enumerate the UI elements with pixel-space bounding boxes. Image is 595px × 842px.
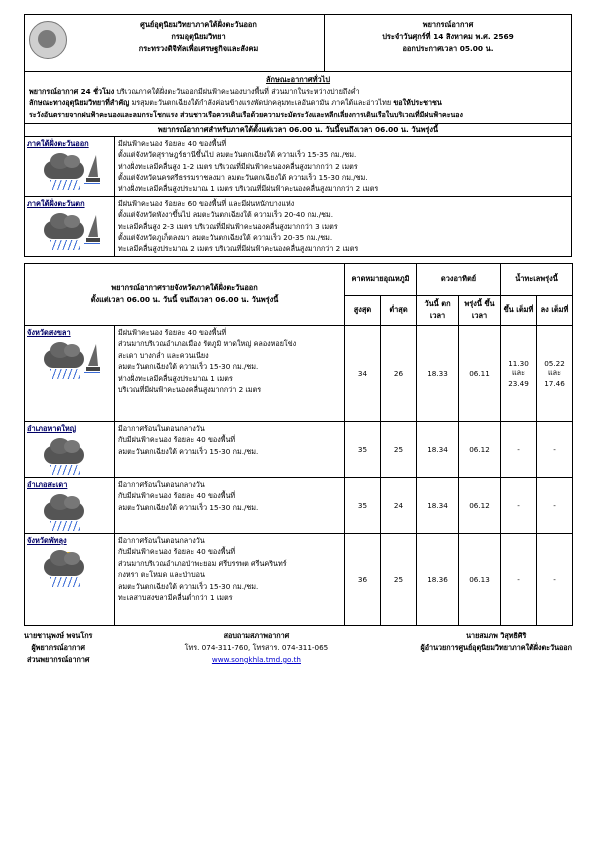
col-high-header: ขึ้น เต็มที่ bbox=[501, 295, 537, 325]
high-tide-1: 11.30 bbox=[508, 358, 529, 368]
region-line: มีฝนฟ้าคะนอง ร้อยละ 40 ของพื้นที่ bbox=[118, 138, 227, 148]
issue-info bbox=[325, 15, 572, 72]
thunderstorm-cloud-icon bbox=[40, 494, 100, 524]
province-cell bbox=[25, 533, 115, 625]
forecast-document bbox=[24, 14, 572, 666]
col-sunrise-header: พรุ่งนี้ ขึ้นเวลา bbox=[459, 295, 501, 325]
high-tide bbox=[501, 325, 537, 421]
low-tide: - bbox=[537, 421, 573, 477]
org-header bbox=[25, 15, 325, 72]
province-label: จังหวัดพัทลุง bbox=[27, 535, 67, 545]
thunderstorm-cloud-icon bbox=[40, 213, 100, 253]
region-line: ตั้งแต่จังหวัดพังงาขึ้นไป ลมตะวันตกเฉียงใต้ ความเร็ว 20-40 กม./ชม. bbox=[118, 210, 334, 220]
high-tide: - bbox=[501, 533, 537, 625]
website-link[interactable]: www.songkhla.tmd.go.th bbox=[211, 654, 301, 664]
province-line: มีอากาศร้อนในตอนกลางวัน bbox=[118, 479, 205, 489]
province-line: มีอากาศร้อนในตอนกลางวัน bbox=[118, 423, 205, 433]
contact-title: สอบถามสภาพอากาศ bbox=[223, 630, 290, 640]
sunset-time: 18.34 bbox=[417, 421, 459, 477]
low-tide: - bbox=[537, 477, 573, 533]
sunrise-time: 06.11 bbox=[459, 325, 501, 421]
region-line: ทะเลมีคลื่นสูงประมาณ 2 เมตร บริเวณที่มีฝนฟ้าคะนองคลื่นสูงมากกว่า 2 เมตร bbox=[118, 244, 359, 254]
department-name: กรมอุตุนิยมวิทยา bbox=[171, 32, 226, 41]
tmd-seal-logo bbox=[29, 21, 67, 59]
min-temp: 25 bbox=[381, 421, 417, 477]
col-max-header: สูงสุด bbox=[345, 295, 381, 325]
general-p2-bold2: ขอให้ประชาชน bbox=[393, 98, 442, 108]
low-tide-2: 17.46 bbox=[544, 378, 565, 388]
low-tide-1: 05.22 bbox=[544, 358, 565, 368]
region-line: ตั้งแต่จังหวัดนครศรีธรรมราชลงมา ลมตะวันตกเฉียงใต้ ความเร็ว 15-30 กม./ชม. bbox=[118, 173, 368, 183]
province-row-sadao bbox=[25, 477, 573, 533]
forecaster-block bbox=[24, 630, 92, 666]
issue-date: ประจำวันศุกร์ที่ 14 สิงหาคม พ.ศ. 2569 bbox=[382, 32, 514, 41]
sunset-time: 18.36 bbox=[417, 533, 459, 625]
province-line: กับมีฝนฟ้าคะนอง ร้อยละ 40 ของพื้นที่ bbox=[118, 435, 236, 445]
region-row-west bbox=[25, 196, 572, 256]
region-desc-east bbox=[115, 136, 572, 196]
high-tide: - bbox=[501, 477, 537, 533]
forecast-title: พยากรณ์อากาศ bbox=[422, 20, 474, 29]
max-temp: 35 bbox=[345, 477, 381, 533]
sailboat-icon bbox=[88, 344, 98, 366]
province-line: ส่วนมากบริเวณอำเภอป่าพะยอม ศรีบรรพต ศรีนครินทร์ bbox=[118, 558, 287, 568]
sunrise-time: 06.13 bbox=[459, 533, 501, 625]
col-sunset-header: วันนี้ ตกเวลา bbox=[417, 295, 459, 325]
thunderstorm-cloud-icon bbox=[40, 342, 100, 382]
region-line: ห่างฝั่งทะเลมีคลื่นสูงประมาณ 1 เมตร บริเวณที่มีฝนฟ้าคะนองคลื่นสูงมากกว่า 2 เมตร bbox=[118, 184, 379, 194]
max-temp: 36 bbox=[345, 533, 381, 625]
province-title-line1: พยากรณ์อากาศรายจังหวัดภาคใต้ฝั่งตะวันออก bbox=[111, 283, 258, 293]
thunderstorm-cloud-icon bbox=[40, 153, 100, 193]
province-label: อำเภอสะเดา bbox=[27, 479, 68, 489]
sunset-time: 18.34 bbox=[417, 477, 459, 533]
sunset-time: 18.33 bbox=[417, 325, 459, 421]
region-label-west: ภาคใต้ฝั่งตะวันตก bbox=[27, 198, 85, 208]
province-cell bbox=[25, 325, 115, 421]
forecaster-unit: ส่วนพยากรณ์อากาศ bbox=[26, 654, 90, 664]
high-tide: - bbox=[501, 421, 537, 477]
province-title-line2: ตั้งแต่เวลา 06.00 น. วันนี้ จนถึงเวลา 06.00 น. วันพรุ่งนี้ bbox=[90, 295, 279, 305]
region-desc-west bbox=[115, 196, 572, 256]
director-role: ผู้อำนวยการศูนย์อุตุนิยมวิทยาภาคใต้ฝั่งตะวันออก bbox=[420, 642, 572, 652]
province-desc bbox=[115, 325, 345, 421]
sunrise-time: 06.12 bbox=[459, 477, 501, 533]
province-line: กงหรา ตะโหมด และป่าบอน bbox=[118, 570, 205, 580]
region-row-east bbox=[25, 136, 572, 196]
general-p3: ระวังอันตรายจากฝนฟ้าคะนองและลมกระโชกแรง ส่วนชาวเรือควรเดินเรือด้วยความระมัดระวังและหลีกเลี่ยงการเดินเรือในบริเวณที่มีฝนฟ้าคะนอง bbox=[29, 110, 463, 119]
general-p2-bold: ลักษณะทางอุตุนิยมวิทยาที่สำคัญ bbox=[29, 98, 130, 108]
thunderstorm-cloud-icon bbox=[40, 438, 100, 468]
province-line: ลมตะวันตกเฉียงใต้ ความเร็ว 15-30 กม./ชม. bbox=[118, 502, 259, 512]
province-label: อำเภอหาดใหญ่ bbox=[27, 423, 77, 433]
sailboat-icon bbox=[88, 215, 98, 237]
issue-time: ออกประกาศเวลา 05.00 น. bbox=[402, 44, 494, 53]
province-table-title bbox=[25, 263, 345, 325]
general-p2-text: มรสุมตะวันตกเฉียงใต้กำลังค่อนข้างแรงพัดปกคลุมทะเลอันดามัน ภาคใต้และอ่าวไทย bbox=[129, 98, 394, 108]
general-weather bbox=[24, 72, 572, 124]
min-temp: 24 bbox=[381, 477, 417, 533]
min-temp: 25 bbox=[381, 533, 417, 625]
province-desc bbox=[115, 421, 345, 477]
sunrise-time: 06.12 bbox=[459, 421, 501, 477]
province-line: ลมตะวันตกเฉียงใต้ ความเร็ว 15-30 กม./ชม. bbox=[118, 362, 259, 372]
province-line: มีอากาศร้อนในตอนกลางวัน bbox=[118, 535, 205, 545]
province-row-songkhla bbox=[25, 325, 573, 421]
province-row-phatthalung bbox=[25, 533, 573, 625]
regional-forecast bbox=[24, 124, 572, 257]
forecaster-role: ผู้พยากรณ์อากาศ bbox=[31, 642, 85, 652]
province-line: ลมตะวันตกเฉียงใต้ ความเร็ว 15-30 กม./ชม. bbox=[118, 446, 259, 456]
region-label-east: ภาคใต้ฝั่งตะวันออก bbox=[27, 138, 89, 148]
province-row-hatyai bbox=[25, 421, 573, 477]
province-cell bbox=[25, 421, 115, 477]
director-name: นายสมภพ วิสุทธิศิริ bbox=[466, 630, 527, 640]
province-forecast-table bbox=[24, 263, 573, 626]
province-cell bbox=[25, 477, 115, 533]
footer bbox=[24, 630, 572, 666]
region-cell-east bbox=[25, 136, 115, 196]
low-tide bbox=[537, 325, 573, 421]
province-label: จังหวัดสงขลา bbox=[27, 327, 71, 337]
general-p1-bold: พยากรณ์อากาศ 24 ชั่วโมง bbox=[29, 87, 115, 96]
region-line: มีฝนฟ้าคะนอง ร้อยละ 60 ของพื้นที่ และมีฝนหนักบางแห่ง bbox=[118, 198, 295, 208]
col-low-header: ลง เต็มที่ bbox=[537, 295, 573, 325]
col-sun-header: ดวงอาทิตย์ bbox=[417, 263, 501, 295]
province-line: กับมีฝนฟ้าคะนอง ร้อยละ 40 ของพื้นที่ bbox=[118, 547, 236, 557]
general-p2 bbox=[29, 97, 567, 108]
max-temp: 35 bbox=[345, 421, 381, 477]
col-min-header: ต่ำสุด bbox=[381, 295, 417, 325]
province-line: สะเดา บางกล่ำ และควนเนียง bbox=[118, 350, 209, 360]
region-line: ตั้งแต่จังหวัดภูเก็ตลงมา ลมตะวันตกเฉียงใต้ ความเร็ว 20-35 กม./ชม. bbox=[118, 233, 333, 243]
sailboat-icon bbox=[88, 155, 98, 177]
region-cell-west bbox=[25, 196, 115, 256]
general-title: ลักษณะอากาศทั่วไป bbox=[265, 75, 331, 84]
ministry-name: กระทรวงดิจิทัลเพื่อเศรษฐกิจและสังคม bbox=[138, 44, 259, 53]
contact-block bbox=[185, 630, 329, 666]
high-tide-2: 23.49 bbox=[508, 378, 529, 388]
col-tide-header: น้ำทะเลพรุ่งนี้ bbox=[501, 263, 573, 295]
regional-title: พยากรณ์อากาศสำหรับภาคใต้ตั้งแต่เวลา 06.00 น. วันนี้จนถึงเวลา 06.00 น. วันพรุ่งนี้ bbox=[25, 124, 572, 137]
low-tide: - bbox=[537, 533, 573, 625]
region-line: ห่างฝั่งทะเลมีคลื่นสูง 1-2 เมตร บริเวณที่มีฝนฟ้าคะนองคลื่นสูงมากกว่า 2 เมตร bbox=[118, 161, 358, 171]
general-p1-text: บริเวณภาคใต้ฝั่งตะวันออกมีฝนฟ้าคะนองบางพื้นที่ ส่วนมากในระหว่างบ่ายถึงค่ำ bbox=[114, 87, 360, 96]
col-temp-header: คาดหมายอุณหภูมิ bbox=[345, 263, 417, 295]
high-tide-and: และ bbox=[512, 367, 525, 377]
org-name: ศูนย์อุตุนิยมวิทยาภาคใต้ฝั่งตะวันออก bbox=[140, 20, 257, 29]
low-tide-and: และ bbox=[548, 367, 561, 377]
province-line: ทะเลสาบสงขลามีคลื่นต่ำกว่า 1 เมตร bbox=[118, 592, 233, 602]
province-desc bbox=[115, 477, 345, 533]
province-line: ห่างฝั่งทะเลมีคลื่นสูงประมาณ 1 เมตร bbox=[118, 373, 233, 383]
general-p1 bbox=[29, 86, 567, 97]
contact-phone: โทร. 074-311-760, โทรสาร. 074-311-065 bbox=[184, 642, 329, 652]
header-table bbox=[24, 14, 572, 72]
province-line: ส่วนมากบริเวณอำเภอเมือง รัตภูมิ หาดใหญ่ คลองหอยโข่ง bbox=[118, 339, 297, 349]
province-desc bbox=[115, 533, 345, 625]
thunderstorm-cloud-icon bbox=[40, 550, 100, 590]
max-temp: 34 bbox=[345, 325, 381, 421]
province-line: บริเวณที่มีฝนฟ้าคะนองคลื่นสูงมากกว่า 2 เมตร bbox=[118, 384, 262, 394]
forecaster-name: นายชานุพงษ์ พจนโกร bbox=[24, 630, 93, 640]
min-temp: 26 bbox=[381, 325, 417, 421]
director-block bbox=[421, 630, 572, 666]
province-line: มีฝนฟ้าคะนอง ร้อยละ 40 ของพื้นที่ bbox=[118, 327, 227, 337]
province-line: ลมตะวันตกเฉียงใต้ ความเร็ว 15-30 กม./ชม. bbox=[118, 581, 259, 591]
region-line: ตั้งแต่จังหวัดสุราษฎร์ธานีขึ้นไป ลมตะวันตกเฉียงใต้ ความเร็ว 15-35 กม./ชม. bbox=[118, 150, 357, 160]
province-line: กับมีฝนฟ้าคะนอง ร้อยละ 40 ของพื้นที่ bbox=[118, 491, 236, 501]
region-line: ทะเลมีคลื่นสูง 2-3 เมตร บริเวณที่มีฝนฟ้าคะนองคลื่นสูงมากกว่า 3 เมตร bbox=[118, 221, 338, 231]
